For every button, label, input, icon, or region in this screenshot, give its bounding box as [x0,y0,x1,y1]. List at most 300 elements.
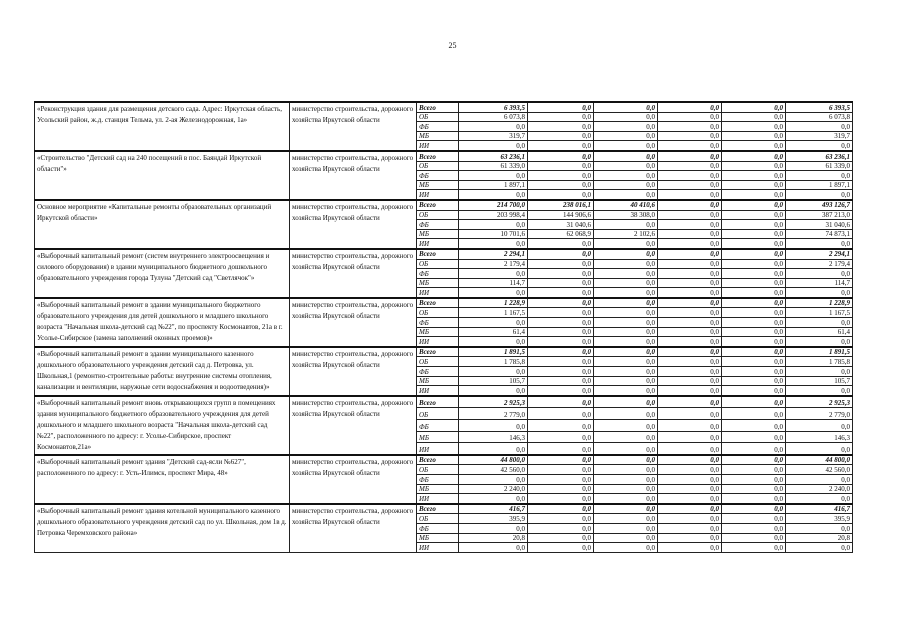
amount-cell: 0,0 [722,533,786,543]
amount-cell: 0,0 [528,337,594,347]
amount-total-cell: 63 236,1 [786,151,853,161]
funding-source: Всего [417,249,459,259]
funding-source: ОБ [417,112,459,122]
funding-source: ИИ [417,190,459,200]
funding-source: Всего [417,396,459,408]
funding-table [34,101,853,553]
amount-cell: 0,0 [658,210,722,220]
amount-cell: 0,0 [722,504,786,514]
amount-cell: 38 308,0 [594,210,658,220]
amount-total-cell: 319,7 [786,131,853,141]
amount-cell: 0,0 [528,475,594,485]
measure-description: Основное мероприятие «Капитальные ремонты образовательных организаций Иркутской области» [35,200,290,249]
amount-cell: 0,0 [722,318,786,328]
funding-source: МБ [417,180,459,190]
funding-source: ФБ [417,220,459,230]
amount-total-cell: 416,7 [786,504,853,514]
amount-cell: 0,0 [722,523,786,533]
amount-cell: 0,0 [594,376,658,386]
amount-cell: 0,0 [658,229,722,239]
amount-cell: 0,0 [459,288,528,298]
amount-cell: 0,0 [658,151,722,161]
amount-cell: 0,0 [658,200,722,210]
amount-cell: 105,7 [459,376,528,386]
funding-source: ФБ [417,367,459,377]
amount-cell: 0,0 [658,504,722,514]
amount-total-cell: 0,0 [786,367,853,377]
amount-cell: 0,0 [658,455,722,465]
funding-source: ИИ [417,543,459,553]
amount-cell: 0,0 [658,288,722,298]
amount-cell: 0,0 [722,131,786,141]
responsible-executor: министерство строительства, дорожного хозяйства Иркутской области [290,249,417,298]
amount-cell: 0,0 [722,443,786,455]
amount-cell: 0,0 [528,112,594,122]
amount-cell: 0,0 [594,318,658,328]
amount-cell: 146,3 [459,431,528,443]
amount-total-cell: 2 294,1 [786,249,853,259]
amount-cell: 0,0 [658,475,722,485]
amount-cell: 0,0 [594,484,658,494]
amount-cell: 0,0 [594,386,658,396]
amount-cell: 0,0 [528,465,594,475]
measure-description: «Выборочный капитальный ремонт (систем внутреннего электроосвещения и силового оборудования) в здании муниципального бюджетного дошкольного образовательного учреждения города Тулуна "Детский сад "Светлячок"» [35,249,290,298]
amount-cell: 0,0 [459,386,528,396]
amount-cell: 0,0 [722,475,786,485]
amount-cell: 0,0 [594,465,658,475]
amount-cell: 0,0 [594,239,658,249]
amount-total-cell: 395,9 [786,514,853,524]
amount-cell: 0,0 [594,249,658,259]
amount-cell: 0,0 [528,431,594,443]
amount-total-cell: 6 393,5 [786,102,853,112]
amount-cell: 0,0 [594,308,658,318]
amount-cell: 0,0 [658,259,722,269]
amount-cell: 0,0 [528,396,594,408]
amount-cell: 0,0 [658,249,722,259]
amount-cell: 0,0 [459,318,528,328]
amount-cell: 0,0 [594,494,658,504]
amount-total-cell: 31 040,6 [786,220,853,230]
funding-source: Всего [417,151,459,161]
funding-source: ФБ [417,171,459,181]
amount-cell: 0,0 [459,239,528,249]
responsible-executor: министерство строительства, дорожного хозяйства Иркутской области [290,455,417,504]
amount-cell: 6 073,8 [459,112,528,122]
amount-cell: 0,0 [528,180,594,190]
measure-description: «Выборочный капитальный ремонт в здании муниципального бюджетного образовательного учреждения для детей дошкольного и младшего школьного возраста "Начальная школа-детский сад №22", по проспекту Космонавтов, 21а в г. Усолье-Сибирское (замена заполнений оконных проемов)» [35,298,290,347]
amount-cell: 0,0 [658,376,722,386]
amount-cell: 42 560,0 [459,465,528,475]
amount-cell: 0,0 [594,180,658,190]
amount-total-cell: 114,7 [786,278,853,288]
amount-cell: 6 393,5 [459,102,528,112]
amount-cell: 0,0 [658,347,722,357]
funding-source: МБ [417,278,459,288]
amount-cell: 0,0 [722,112,786,122]
table-row-total [35,455,853,465]
amount-total-cell: 2 240,0 [786,484,853,494]
amount-cell: 1 785,8 [459,357,528,367]
amount-cell: 203 998,4 [459,210,528,220]
amount-cell: 0,0 [594,298,658,308]
funding-source: Всего [417,504,459,514]
amount-cell: 0,0 [528,504,594,514]
amount-cell: 0,0 [528,357,594,367]
amount-cell: 0,0 [658,220,722,230]
amount-cell: 0,0 [528,278,594,288]
amount-cell: 144 906,6 [528,210,594,220]
amount-total-cell: 1 891,5 [786,347,853,357]
amount-cell: 0,0 [528,484,594,494]
amount-cell: 0,0 [658,523,722,533]
amount-cell: 0,0 [459,269,528,279]
funding-source: МБ [417,327,459,337]
amount-cell: 0,0 [722,308,786,318]
table-row-total [35,249,853,259]
amount-cell: 0,0 [528,141,594,151]
amount-total-cell: 0,0 [786,523,853,533]
amount-total-cell: 74 873,1 [786,229,853,239]
amount-cell: 0,0 [658,269,722,279]
amount-cell: 0,0 [658,141,722,151]
amount-cell: 395,9 [459,514,528,524]
amount-cell: 0,0 [594,171,658,181]
amount-cell: 416,7 [459,504,528,514]
amount-total-cell: 2 925,3 [786,396,853,408]
amount-cell: 0,0 [594,102,658,112]
amount-total-cell: 0,0 [786,318,853,328]
amount-cell: 0,0 [722,239,786,249]
amount-cell: 0,0 [594,151,658,161]
amount-cell: 0,0 [722,367,786,377]
amount-cell: 0,0 [594,504,658,514]
amount-cell: 0,0 [594,220,658,230]
amount-cell: 0,0 [528,494,594,504]
amount-cell: 0,0 [722,455,786,465]
amount-total-cell: 2 779,0 [786,408,853,420]
amount-cell: 0,0 [722,249,786,259]
amount-cell: 1 897,1 [459,180,528,190]
amount-cell: 0,0 [528,543,594,553]
amount-cell: 0,0 [722,180,786,190]
amount-cell: 0,0 [594,431,658,443]
amount-cell: 0,0 [528,455,594,465]
amount-cell: 0,0 [658,318,722,328]
table-row-total [35,151,853,161]
amount-total-cell: 0,0 [786,337,853,347]
funding-source: МБ [417,431,459,443]
amount-cell: 0,0 [459,523,528,533]
amount-cell: 0,0 [658,190,722,200]
amount-total-cell: 2 179,4 [786,259,853,269]
responsible-executor: министерство строительства, дорожного хозяйства Иркутской области [290,200,417,249]
funding-source: ИИ [417,443,459,455]
responsible-executor: министерство строительства, дорожного хозяйства Иркутской области [290,347,417,396]
amount-cell: 0,0 [528,298,594,308]
amount-total-cell: 0,0 [786,239,853,249]
funding-source: ОБ [417,210,459,220]
amount-cell: 0,0 [722,288,786,298]
amount-cell: 0,0 [459,122,528,132]
amount-cell: 0,0 [594,543,658,553]
amount-cell: 0,0 [528,514,594,524]
amount-cell: 0,0 [722,210,786,220]
table-row-total [35,102,853,112]
funding-source: Всего [417,347,459,357]
amount-cell: 40 410,6 [594,200,658,210]
amount-total-cell: 1 228,9 [786,298,853,308]
amount-cell: 0,0 [658,308,722,318]
amount-cell: 0,0 [459,494,528,504]
amount-cell: 0,0 [594,347,658,357]
amount-total-cell: 1 167,5 [786,308,853,318]
funding-source: ФБ [417,523,459,533]
amount-cell: 2 102,6 [594,229,658,239]
amount-cell: 0,0 [722,347,786,357]
amount-cell: 0,0 [658,408,722,420]
page-number: 25 [448,41,457,50]
amount-cell: 0,0 [722,337,786,347]
responsible-executor: министерство строительства, дорожного хозяйства Иркутской области [290,151,417,200]
amount-cell: 0,0 [658,161,722,171]
amount-cell: 62 068,9 [528,229,594,239]
amount-cell: 0,0 [594,523,658,533]
amount-cell: 0,0 [528,408,594,420]
amount-cell: 0,0 [722,298,786,308]
funding-source: ОБ [417,357,459,367]
amount-cell: 0,0 [658,396,722,408]
funding-source: ОБ [417,465,459,475]
funding-source: ФБ [417,318,459,328]
amount-cell: 238 016,1 [528,200,594,210]
amount-cell: 0,0 [528,122,594,132]
amount-total-cell: 1 785,8 [786,357,853,367]
amount-cell: 0,0 [459,443,528,455]
amount-cell: 0,0 [658,180,722,190]
amount-total-cell: 0,0 [786,171,853,181]
amount-cell: 0,0 [594,396,658,408]
amount-cell: 0,0 [658,543,722,553]
amount-cell: 0,0 [722,396,786,408]
amount-total-cell: 61 339,0 [786,161,853,171]
funding-source: Всего [417,200,459,210]
amount-cell: 0,0 [658,278,722,288]
funding-source: ОБ [417,259,459,269]
amount-cell: 2 779,0 [459,408,528,420]
amount-total-cell: 0,0 [786,269,853,279]
amount-cell: 0,0 [658,386,722,396]
funding-source: ОБ [417,514,459,524]
responsible-executor: министерство строительства, дорожного хозяйства Иркутской области [290,298,417,347]
amount-cell: 0,0 [658,122,722,132]
responsible-executor: министерство строительства, дорожного хозяйства Иркутской области [290,396,417,455]
funding-source: Всего [417,455,459,465]
amount-cell: 1 891,5 [459,347,528,357]
amount-cell: 0,0 [722,190,786,200]
amount-cell: 0,0 [528,249,594,259]
funding-source: ИИ [417,239,459,249]
amount-cell: 20,8 [459,533,528,543]
amount-cell: 0,0 [722,327,786,337]
measure-description: «Выборочный капитальный ремонт здания котельной муниципального казенного дошкольного образовательного учреждения детский сад по ул. Школьная, дом 1в д. Петровка Черемховского района» [35,504,290,552]
amount-total-cell: 0,0 [786,494,853,504]
amount-cell: 0,0 [528,533,594,543]
amount-cell: 0,0 [528,308,594,318]
amount-cell: 0,0 [459,171,528,181]
amount-total-cell: 6 073,8 [786,112,853,122]
funding-source: ФБ [417,269,459,279]
amount-cell: 0,0 [528,161,594,171]
table-body [35,102,853,552]
amount-cell: 0,0 [594,408,658,420]
amount-cell: 0,0 [528,367,594,377]
amount-cell: 0,0 [528,151,594,161]
amount-cell: 0,0 [722,278,786,288]
funding-source: ФБ [417,475,459,485]
measure-description: «Строительство "Детский сад на 240 посещений в пос. Баяндай Иркутской области"» [35,151,290,200]
funding-source: ФБ [417,420,459,432]
funding-source: ИИ [417,494,459,504]
amount-cell: 0,0 [722,171,786,181]
amount-cell: 0,0 [459,420,528,432]
amount-cell: 0,0 [722,141,786,151]
amount-cell: 0,0 [594,278,658,288]
amount-cell: 61,4 [459,327,528,337]
funding-source: ИИ [417,337,459,347]
amount-cell: 0,0 [459,475,528,485]
amount-cell: 0,0 [594,141,658,151]
amount-cell: 0,0 [594,190,658,200]
amount-cell: 0,0 [594,533,658,543]
amount-cell: 0,0 [658,327,722,337]
amount-cell: 0,0 [658,239,722,249]
amount-cell: 0,0 [594,357,658,367]
amount-cell: 31 040,6 [528,220,594,230]
amount-cell: 0,0 [594,443,658,455]
amount-cell: 0,0 [528,386,594,396]
amount-cell: 0,0 [594,475,658,485]
amount-cell: 0,0 [658,443,722,455]
funding-source: МБ [417,533,459,543]
amount-cell: 0,0 [528,318,594,328]
amount-cell: 0,0 [594,259,658,269]
amount-cell: 63 236,1 [459,151,528,161]
amount-cell: 0,0 [459,367,528,377]
amount-cell: 0,0 [722,376,786,386]
amount-cell: 0,0 [658,514,722,524]
amount-cell: 0,0 [722,465,786,475]
table-row-total [35,298,853,308]
funding-source: МБ [417,131,459,141]
amount-cell: 0,0 [658,431,722,443]
amount-cell: 0,0 [594,455,658,465]
amount-cell: 0,0 [528,376,594,386]
amount-cell: 0,0 [722,259,786,269]
amount-cell: 0,0 [528,102,594,112]
amount-cell: 0,0 [722,543,786,553]
amount-cell: 0,0 [722,269,786,279]
amount-total-cell: 1 897,1 [786,180,853,190]
amount-cell: 0,0 [594,131,658,141]
amount-cell: 0,0 [594,269,658,279]
amount-cell: 0,0 [459,220,528,230]
amount-cell: 2 240,0 [459,484,528,494]
amount-cell: 2 925,3 [459,396,528,408]
amount-cell: 0,0 [722,431,786,443]
amount-cell: 61 339,0 [459,161,528,171]
amount-cell: 0,0 [722,408,786,420]
amount-cell: 0,0 [528,259,594,269]
amount-cell: 0,0 [459,543,528,553]
amount-cell: 0,0 [722,494,786,504]
amount-cell: 0,0 [528,171,594,181]
amount-cell: 0,0 [722,386,786,396]
amount-cell: 0,0 [722,102,786,112]
amount-cell: 0,0 [658,484,722,494]
amount-cell: 0,0 [658,337,722,347]
amount-cell: 0,0 [528,190,594,200]
amount-total-cell: 61,4 [786,327,853,337]
amount-cell: 0,0 [658,420,722,432]
amount-cell: 0,0 [459,337,528,347]
amount-cell: 0,0 [722,420,786,432]
amount-cell: 0,0 [722,122,786,132]
amount-total-cell: 146,3 [786,431,853,443]
amount-cell: 0,0 [528,523,594,533]
amount-cell: 0,0 [658,357,722,367]
amount-cell: 0,0 [594,327,658,337]
amount-cell: 0,0 [658,112,722,122]
amount-cell: 0,0 [594,288,658,298]
amount-cell: 0,0 [658,367,722,377]
amount-total-cell: 0,0 [786,141,853,151]
funding-source: ИИ [417,141,459,151]
measure-description: «Выборочный капитальный ремонт здания "Детский сад-ясли №627", расположенного по адресу: г. Усть-Илимск, проспект Мира, 48» [35,455,290,504]
amount-total-cell: 0,0 [786,288,853,298]
amount-cell: 0,0 [722,151,786,161]
measure-description: «Выборочный капитальный ремонт в здании муниципального казенного дошкольного образовательного учреждения детский сад д. Петровка, ул. Школьная,1 (ремонтно-строительные работы: внутренние системы отопления, канализации и вентиляции, наружные сети водоснабжения и водоотведения)» [35,347,290,396]
funding-source: ОБ [417,308,459,318]
funding-source: Всего [417,102,459,112]
amount-cell: 0,0 [528,288,594,298]
amount-total-cell: 44 800,0 [786,455,853,465]
table-row-total [35,347,853,357]
amount-cell: 0,0 [459,190,528,200]
amount-cell: 0,0 [594,112,658,122]
amount-cell: 0,0 [658,171,722,181]
amount-cell: 0,0 [459,141,528,151]
amount-cell: 0,0 [722,514,786,524]
amount-total-cell: 20,8 [786,533,853,543]
amount-total-cell: 0,0 [786,475,853,485]
measure-description: «Реконструкция здания для размещения детского сада. Адрес: Иркутская область, Усольский район, ж.д. станция Тельма, ул. 2-ая Железнодорожная, 1а» [35,102,290,151]
funding-source: ФБ [417,122,459,132]
amount-cell: 0,0 [722,161,786,171]
responsible-executor: министерство строительства, дорожного хозяйства Иркутской области [290,102,417,151]
amount-cell: 0,0 [594,514,658,524]
amount-total-cell: 0,0 [786,443,853,455]
amount-total-cell: 0,0 [786,190,853,200]
funding-source: ИИ [417,386,459,396]
responsible-executor: министерство строительства, дорожного хозяйства Иркутской области [290,504,417,552]
amount-total-cell: 387 213,0 [786,210,853,220]
amount-cell: 0,0 [658,465,722,475]
amount-total-cell: 0,0 [786,386,853,396]
amount-cell: 0,0 [722,229,786,239]
amount-cell: 0,0 [528,347,594,357]
amount-cell: 1 228,9 [459,298,528,308]
